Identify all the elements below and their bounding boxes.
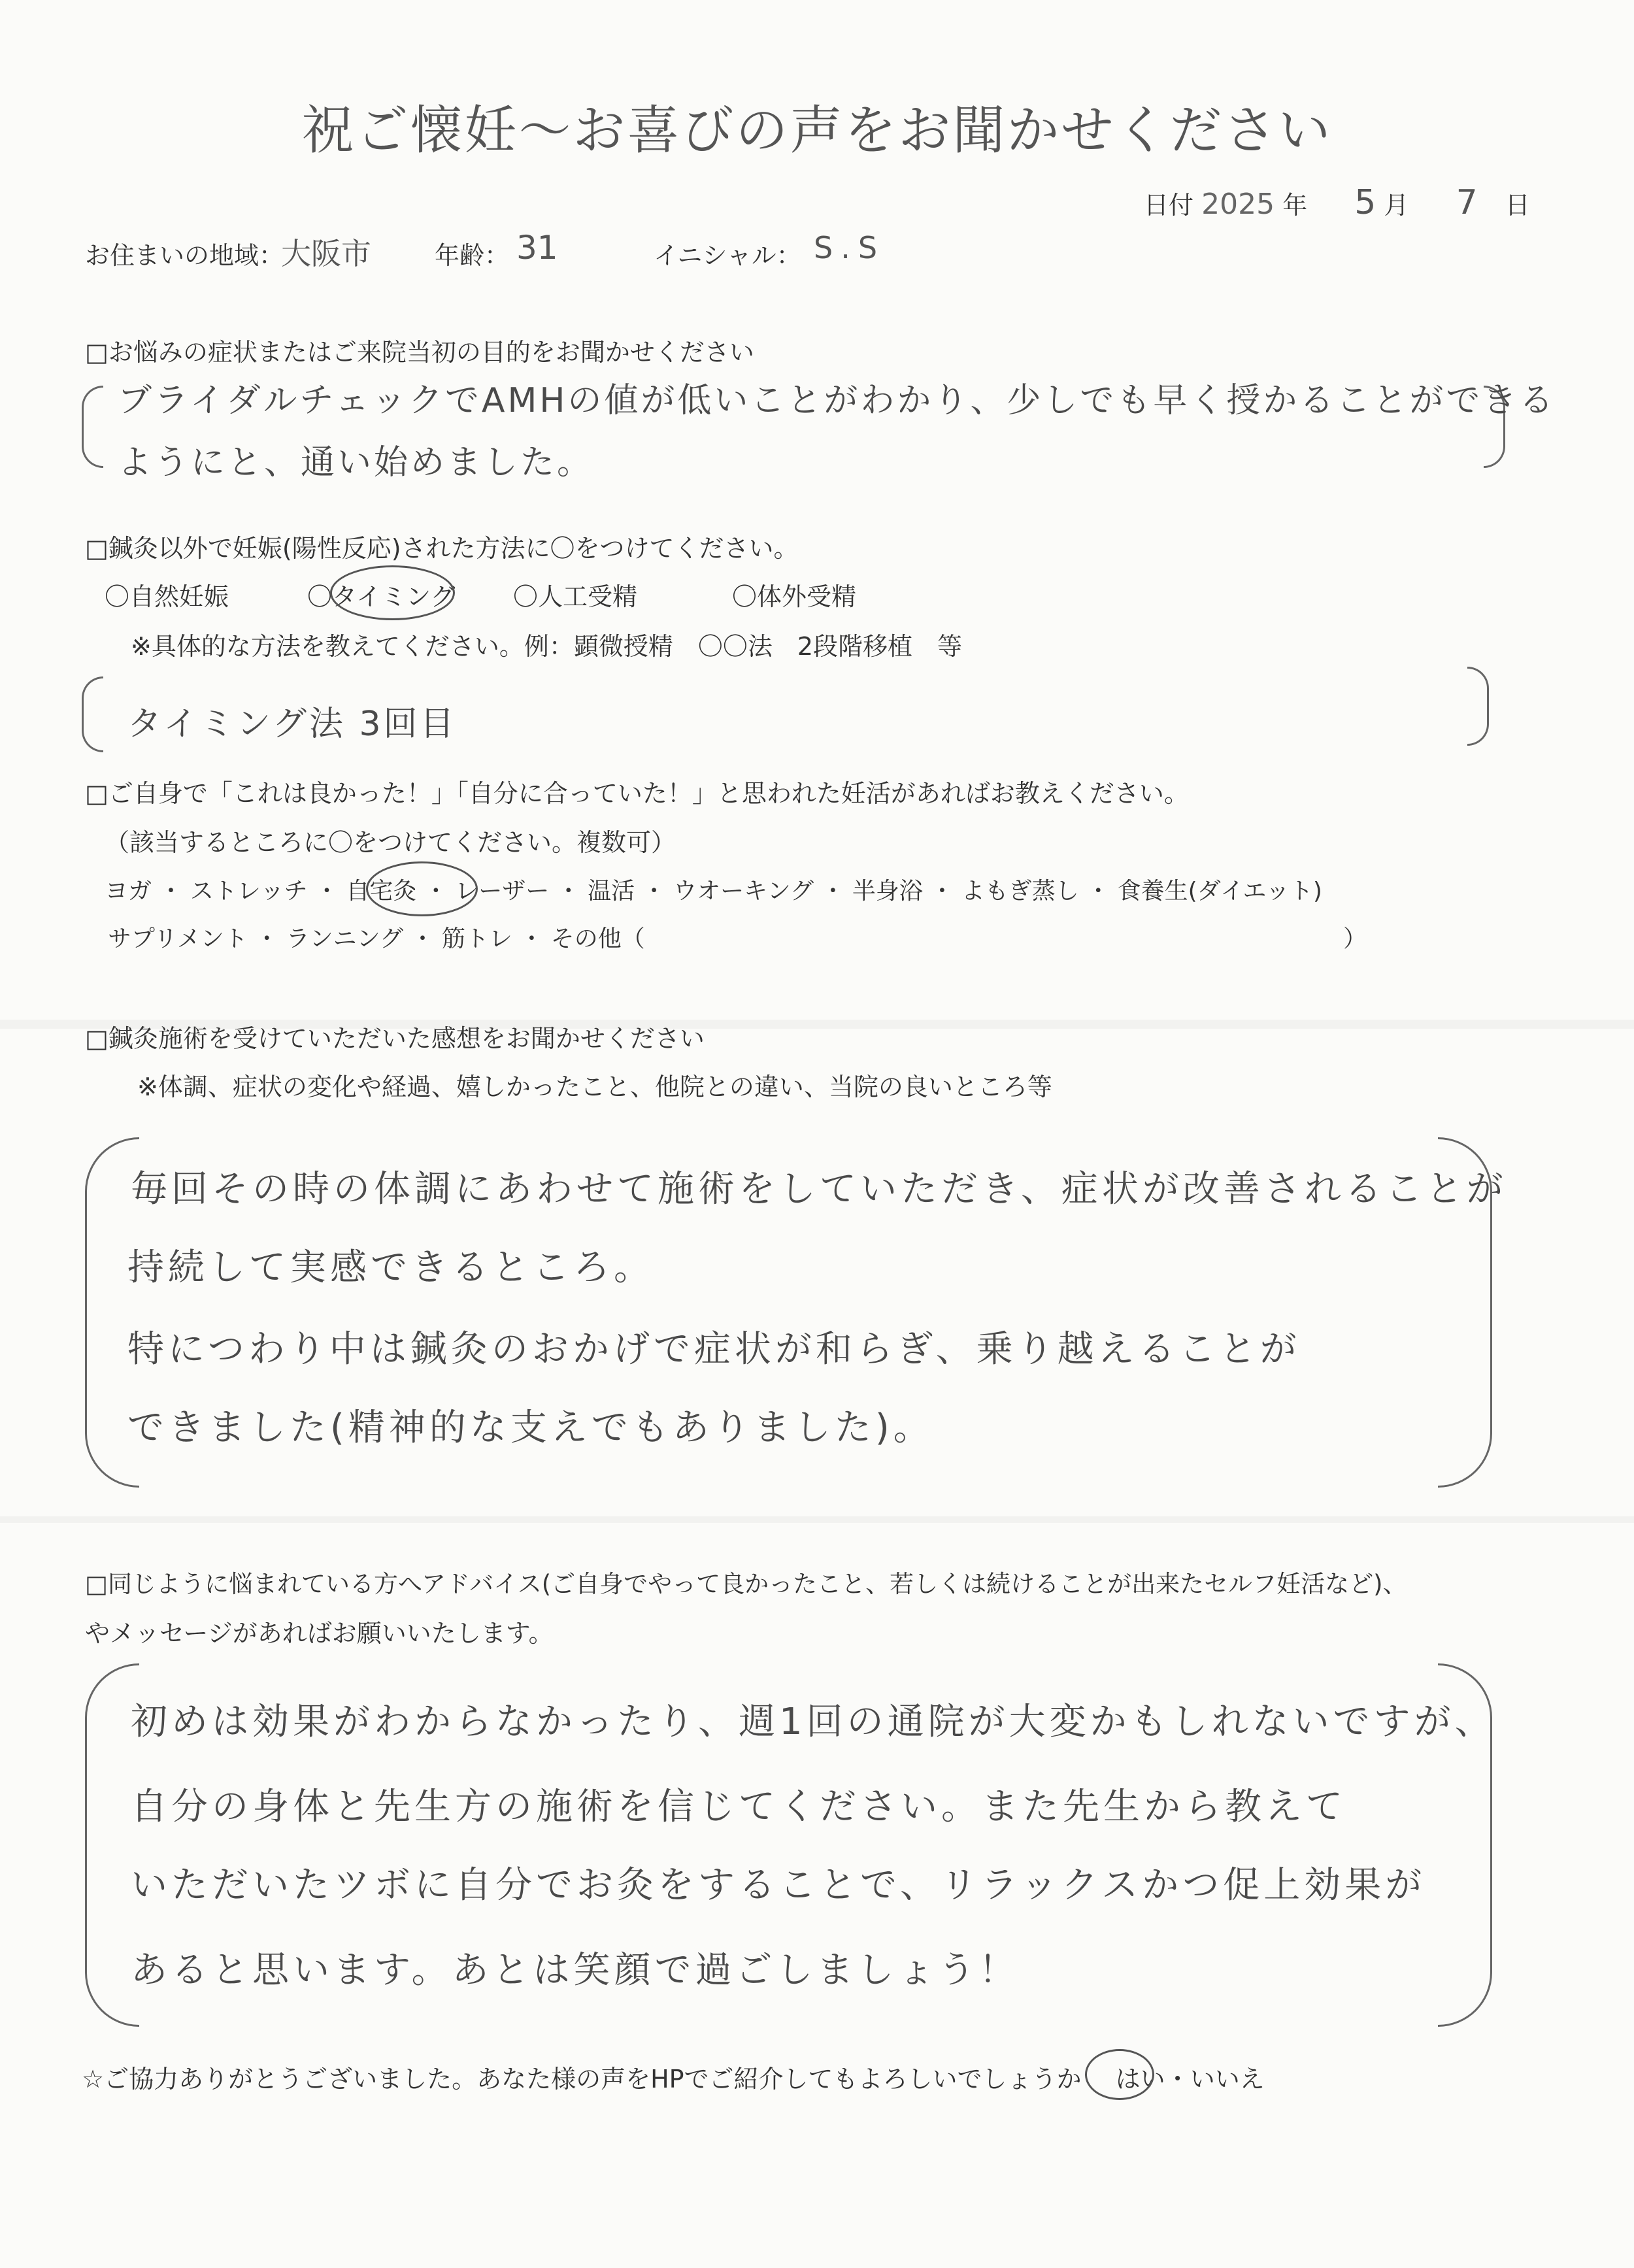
q5-label-line2: やメッセージがあればお願いいたします。 xyxy=(85,1619,554,1648)
date-row xyxy=(1144,183,1530,222)
q5-answer-line2: 自分の身体と先生方の施術を信じてください。また先生から教えて xyxy=(131,1786,1346,1828)
q3-label: □ご自身で「これは良かった！」「自分に合っていた！」と思われた妊活があればお教えください。 xyxy=(85,779,1189,808)
q4-note: ※体調、症状の変化や経過、嬉しかったこと、他院との違い、当院の良いところ等 xyxy=(137,1073,1052,1101)
initial-value: S.S xyxy=(814,230,886,265)
q1-answer-line2: ようにと、通い始めました。 xyxy=(118,443,594,482)
q3-jitaku-kyu-circle-mark xyxy=(366,861,478,916)
q5-answer-line3: いただいたツボに自分でお灸をすることで、リラックスかつ促上効果が xyxy=(131,1864,1426,1907)
q2-bracket-right xyxy=(1467,667,1489,746)
q1-answer-line1: ブライダルチェックでAMHの値が低いことがわかり、少しでも早く授かることができる xyxy=(118,381,1556,420)
q4-answer-line4: できました(精神的な支えでもありました)。 xyxy=(127,1407,934,1449)
q2-label: □鍼灸以外で妊娠(陽性反応)された方法に〇をつけてください。 xyxy=(85,534,799,563)
age-label: 年齢： xyxy=(435,241,510,270)
q3-options-row2-start: サプリメント ・ ランニング ・ 筋トレ ・ その他（ xyxy=(108,926,645,952)
q3-options-row1: ヨガ ・ ストレッチ ・ 自宅灸 ・ レーザー ・ 温活 ・ ウオーキング ・ 半身浴 ・ よもぎ蒸し ・ 食養生(ダイエット) xyxy=(105,878,1322,905)
region-value: 大阪市 xyxy=(281,236,371,271)
paper-fold-line xyxy=(0,1516,1634,1523)
footer-separator: ・ xyxy=(1165,2065,1190,2093)
q4-answer-line3: 特につわり中は鍼灸のおかげで症状が和らぎ、乗り越えることが xyxy=(127,1328,1301,1371)
q3-options-row2-end: ） xyxy=(1343,926,1367,952)
date-year: 2025 xyxy=(1201,188,1275,221)
date-year-unit: 年 xyxy=(1282,191,1308,220)
q2-bracket-left xyxy=(82,676,103,752)
q2-answer: タイミング法 3回目 xyxy=(127,705,457,744)
initial-label: イニシャル： xyxy=(654,241,801,270)
q2-timing-circle-mark xyxy=(330,565,455,620)
q2-note: ※具体的な方法を教えてください。例：顕微授精 〇〇法 2段階移植 等 xyxy=(131,632,963,661)
footer-yes: はい xyxy=(1115,2065,1165,2093)
q1-bracket-left xyxy=(82,386,103,468)
page-title: 祝ご懐妊〜お喜びの声をお聞かせください xyxy=(301,100,1333,161)
date-month-unit: 月 xyxy=(1384,191,1409,220)
q2-option-ivf: 〇体外受精 xyxy=(732,582,857,611)
footer-consent-text: ☆ご協力ありがとうございました。あなた様の声をHPでご紹介してもよろしいでしょうか xyxy=(82,2065,1082,2093)
q1-label: □お悩みの症状またはご来院当初の目的をお聞かせください xyxy=(85,338,754,367)
q5-answer-line4: あると思います。あとは笑顔で過ごしましょう！ xyxy=(131,1949,1020,1992)
q2-option-timing: 〇タイミング xyxy=(307,582,456,611)
date-month: 5 xyxy=(1354,183,1376,222)
q4-answer-line2: 持続して実感できるところ。 xyxy=(127,1246,654,1289)
region-label: お住まいの地域： xyxy=(85,241,284,270)
q3-note: （該当するところに〇をつけてください。複数可） xyxy=(105,828,676,857)
date-day-unit: 日 xyxy=(1505,191,1530,220)
footer-no: いいえ xyxy=(1190,2065,1265,2093)
footer-yes-circle-mark xyxy=(1085,2049,1154,2100)
q4-answer-line1: 毎回その時の体調にあわせて施術をしていただき、症状が改善されることが xyxy=(131,1168,1507,1210)
q2-option-natural: 〇自然妊娠 xyxy=(105,582,229,611)
q2-option-artificial: 〇人工受精 xyxy=(513,582,638,611)
age-value: 31 xyxy=(516,229,558,267)
q5-answer-line1: 初めは効果がわからなかったり、週1回の通院が大変かもしれないですが、 xyxy=(131,1701,1495,1743)
date-label: 日付 xyxy=(1144,191,1194,220)
date-day: 7 xyxy=(1456,183,1478,222)
q5-label: □同じように悩まれている方へアドバイス(ご自身でやって良かったこと、若しくは続けることが出来たセルフ妊活など)、 xyxy=(85,1570,1407,1598)
q4-label: □鍼灸施術を受けていただいた感想をお聞かせください xyxy=(85,1024,705,1053)
